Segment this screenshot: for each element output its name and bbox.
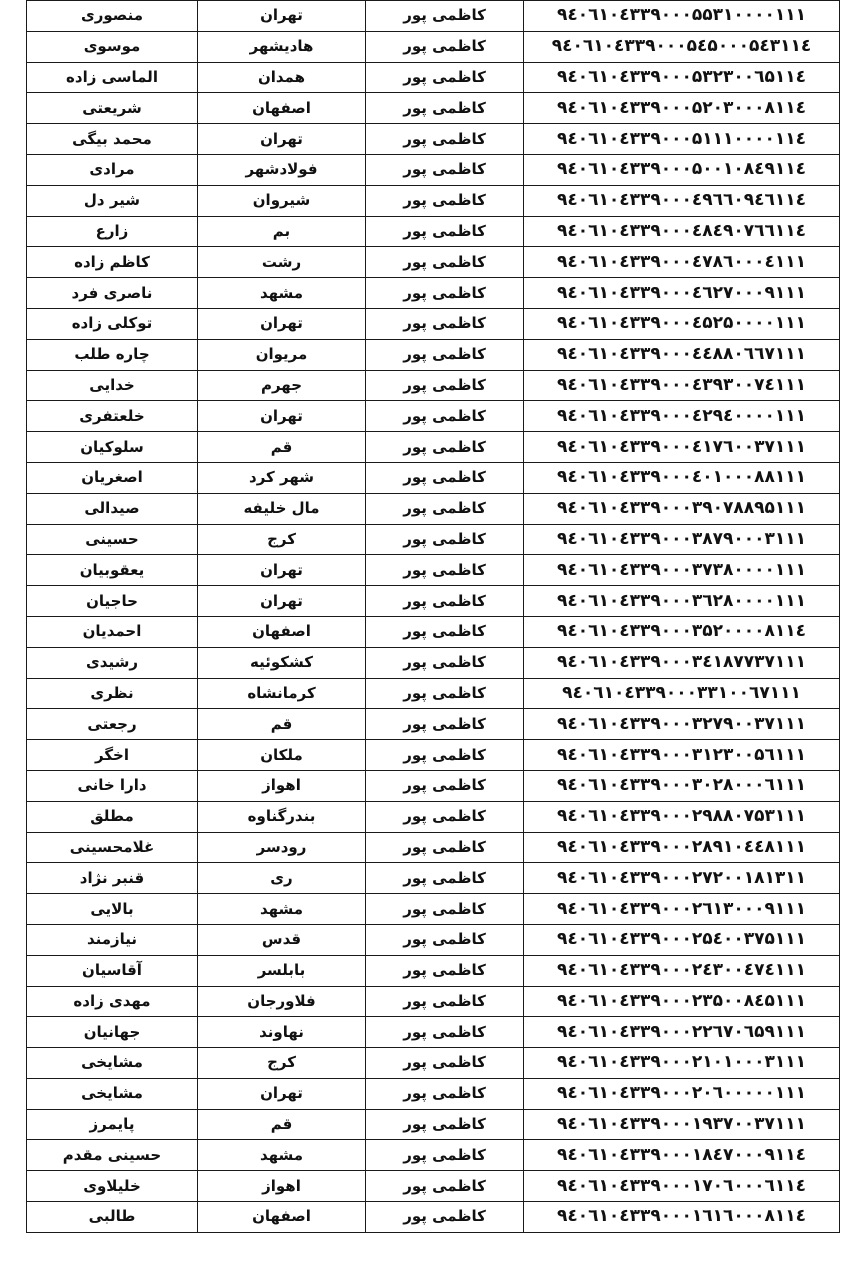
table-row xyxy=(27,185,840,216)
code-cell: ۹٤۰٦۱۰٤۳۳۹۰۰۰۲۹۸۸۰۷۵۳۱۱۱ xyxy=(524,801,840,832)
city-cell: کرمانشاه xyxy=(198,678,366,709)
city-cell: تهران xyxy=(198,308,366,339)
last-name-cell: حسینی مقدم xyxy=(27,1140,198,1171)
city-cell: تهران xyxy=(198,401,366,432)
code-cell: ۹٤۰٦۱۰٤۳۳۹۰۰۰۳۹۰۷۸۸۹۵۱۱۱ xyxy=(524,493,840,524)
table-row xyxy=(27,1017,840,1048)
table-row xyxy=(27,278,840,309)
table-row xyxy=(27,555,840,586)
last-name-cell: شریعتی xyxy=(27,93,198,124)
city-cell: بم xyxy=(198,216,366,247)
table-row xyxy=(27,586,840,617)
last-name-cell: یعقوبیان xyxy=(27,555,198,586)
representative-cell: کاظمی پور xyxy=(366,986,524,1017)
representative-cell: کاظمی پور xyxy=(366,740,524,771)
representative-cell: کاظمی پور xyxy=(366,462,524,493)
last-name-cell: جهانیان xyxy=(27,1017,198,1048)
last-name-cell: توکلی زاده xyxy=(27,308,198,339)
code-cell: ۹٤۰٦۱۰٤۳۳۹۰۰۰۵٤۵۰۰۰۵٤۳۱۱٤ xyxy=(524,31,840,62)
code-cell: ۹٤۰٦۱۰٤۳۳۹۰۰۰۵۵۳۱۰۰۰۰۱۱۱ xyxy=(524,1,840,32)
representative-cell: کاظمی پور xyxy=(366,493,524,524)
table-row xyxy=(27,1078,840,1109)
code-cell: ۹٤۰٦۱۰٤۳۳۹۰۰۰٤۵۲۵۰۰۰۰۱۱۱ xyxy=(524,308,840,339)
representative-cell: کاظمی پور xyxy=(366,832,524,863)
table-row xyxy=(27,124,840,155)
city-cell: اصفهان xyxy=(198,616,366,647)
records-table xyxy=(26,0,840,1233)
table-row xyxy=(27,401,840,432)
last-name-cell: خلیلاوی xyxy=(27,1171,198,1202)
code-cell: ۹٤۰٦۱۰٤۳۳۹۰۰۰۳۲۷۹۰۰۳۷۱۱۱ xyxy=(524,709,840,740)
city-cell: قم xyxy=(198,432,366,463)
representative-cell: کاظمی پور xyxy=(366,1140,524,1171)
last-name-cell: محمد بیگی xyxy=(27,124,198,155)
code-cell: ۹٤۰٦۱۰٤۳۳۹۰۰۰۱۷۰٦۰۰۰٦۱۱٤ xyxy=(524,1171,840,1202)
city-cell: رشت xyxy=(198,247,366,278)
code-cell: ۹٤۰٦۱۰٤۳۳۹۰۰۰۳۳۱۰۰٦۷۱۱۱ xyxy=(524,678,840,709)
table-row xyxy=(27,616,840,647)
city-cell: مشهد xyxy=(198,1140,366,1171)
city-cell: قم xyxy=(198,1109,366,1140)
table-row xyxy=(27,863,840,894)
table-row xyxy=(27,154,840,185)
table-row xyxy=(27,493,840,524)
table-row xyxy=(27,1048,840,1079)
code-cell: ۹٤۰٦۱۰٤۳۳۹۰۰۰۳٦۲۸۰۰۰۰۱۱۱ xyxy=(524,586,840,617)
representative-cell: کاظمی پور xyxy=(366,524,524,555)
last-name-cell: احمدیان xyxy=(27,616,198,647)
last-name-cell: چاره طلب xyxy=(27,339,198,370)
last-name-cell: نظری xyxy=(27,678,198,709)
table-row xyxy=(27,986,840,1017)
representative-cell: کاظمی پور xyxy=(366,124,524,155)
last-name-cell: دارا خانی xyxy=(27,770,198,801)
last-name-cell: رجعتی xyxy=(27,709,198,740)
representative-cell: کاظمی پور xyxy=(366,709,524,740)
table-row xyxy=(27,216,840,247)
last-name-cell: منصوری xyxy=(27,1,198,32)
code-cell: ۹٤۰٦۱۰٤۳۳۹۰۰۰٤۳۹۳۰۰۷٤۱۱۱ xyxy=(524,370,840,401)
table-row xyxy=(27,894,840,925)
representative-cell: کاظمی پور xyxy=(366,62,524,93)
representative-cell: کاظمی پور xyxy=(366,955,524,986)
representative-cell: کاظمی پور xyxy=(366,647,524,678)
table-row xyxy=(27,1109,840,1140)
code-cell: ۹٤۰٦۱۰٤۳۳۹۰۰۰۳۷۳۸۰۰۰۰۱۱۱ xyxy=(524,555,840,586)
city-cell: ری xyxy=(198,863,366,894)
last-name-cell: مهدی زاده xyxy=(27,986,198,1017)
code-cell: ۹٤۰٦۱۰٤۳۳۹۰۰۰۱۹۳۷۰۰۳۷۱۱۱ xyxy=(524,1109,840,1140)
city-cell: مریوان xyxy=(198,339,366,370)
code-cell: ۹٤۰٦۱۰٤۳۳۹۰۰۰۲۱۰۱۰۰۰۳۱۱۱ xyxy=(524,1048,840,1079)
city-cell: هادیشهر xyxy=(198,31,366,62)
representative-cell: کاظمی پور xyxy=(366,1109,524,1140)
table-row xyxy=(27,647,840,678)
city-cell: فلاورجان xyxy=(198,986,366,1017)
code-cell: ۹٤۰٦۱۰٤۳۳۹۰۰۰۲٤۳۰۰٤۷٤۱۱۱ xyxy=(524,955,840,986)
representative-cell: کاظمی پور xyxy=(366,185,524,216)
code-cell: ۹٤۰٦۱۰٤۳۳۹۰۰۰٤۲۹٤۰۰۰۰۱۱۱ xyxy=(524,401,840,432)
representative-cell: کاظمی پور xyxy=(366,247,524,278)
code-cell: ۹٤۰٦۱۰٤۳۳۹۰۰۰۳۵۲۰۰۰۰۸۱۱٤ xyxy=(524,616,840,647)
city-cell: ملکان xyxy=(198,740,366,771)
city-cell: شیروان xyxy=(198,185,366,216)
code-cell: ۹٤۰٦۱۰٤۳۳۹۰۰۰٤۷۸٦۰۰۰٤۱۱۱ xyxy=(524,247,840,278)
table-row xyxy=(27,247,840,278)
city-cell: کشکوئیه xyxy=(198,647,366,678)
representative-cell: کاظمی پور xyxy=(366,93,524,124)
table-row xyxy=(27,308,840,339)
document-sheet xyxy=(26,0,839,1270)
code-cell: ۹٤۰٦۱۰٤۳۳۹۰۰۰۲٦۱۳۰۰۰۹۱۱۱ xyxy=(524,894,840,925)
city-cell: تهران xyxy=(198,555,366,586)
city-cell: بابلسر xyxy=(198,955,366,986)
last-name-cell: آقاسیان xyxy=(27,955,198,986)
last-name-cell: اصغریان xyxy=(27,462,198,493)
last-name-cell: نیازمند xyxy=(27,924,198,955)
representative-cell: کاظمی پور xyxy=(366,308,524,339)
code-cell: ۹٤۰٦۱۰٤۳۳۹۰۰۰۳٤۱۸۷۷۳۷۱۱۱ xyxy=(524,647,840,678)
city-cell: فولادشهر xyxy=(198,154,366,185)
code-cell: ۹٤۰٦۱۰٤۳۳۹۰۰۰۳۰۲۸۰۰۰٦۱۱۱ xyxy=(524,770,840,801)
last-name-cell: خدایی xyxy=(27,370,198,401)
representative-cell: کاظمی پور xyxy=(366,801,524,832)
representative-cell: کاظمی پور xyxy=(366,555,524,586)
table-row xyxy=(27,770,840,801)
table-row xyxy=(27,678,840,709)
code-cell: ۹٤۰٦۱۰٤۳۳۹۰۰۰۱٦۱٦۰۰۰۸۱۱٤ xyxy=(524,1202,840,1233)
code-cell: ۹٤۰٦۱۰٤۳۳۹۰۰۰۲۷۲۰۰۱۸۱۳۱۱ xyxy=(524,863,840,894)
last-name-cell: بالایی xyxy=(27,894,198,925)
representative-cell: کاظمی پور xyxy=(366,1078,524,1109)
table-row xyxy=(27,93,840,124)
city-cell: کرج xyxy=(198,1048,366,1079)
representative-cell: کاظمی پور xyxy=(366,401,524,432)
city-cell: بندرگناوه xyxy=(198,801,366,832)
representative-cell: کاظمی پور xyxy=(366,370,524,401)
code-cell: ۹٤۰٦۱۰٤۳۳۹۰۰۰٤۰۱۰۰۰۸۸۱۱۱ xyxy=(524,462,840,493)
last-name-cell: طالبی xyxy=(27,1202,198,1233)
table-row xyxy=(27,370,840,401)
last-name-cell: مرادی xyxy=(27,154,198,185)
code-cell: ۹٤۰٦۱۰٤۳۳۹۰۰۰٤٤۸۸۰٦٦۷۱۱۱ xyxy=(524,339,840,370)
last-name-cell: مشایخی xyxy=(27,1078,198,1109)
city-cell: تهران xyxy=(198,1,366,32)
representative-cell: کاظمی پور xyxy=(366,924,524,955)
representative-cell: کاظمی پور xyxy=(366,339,524,370)
representative-cell: کاظمی پور xyxy=(366,586,524,617)
representative-cell: کاظمی پور xyxy=(366,216,524,247)
representative-cell: کاظمی پور xyxy=(366,616,524,647)
city-cell: قدس xyxy=(198,924,366,955)
code-cell: ۹٤۰٦۱۰٤۳۳۹۰۰۰۵۰۰۱۰۸٤۹۱۱٤ xyxy=(524,154,840,185)
city-cell: اصفهان xyxy=(198,1202,366,1233)
city-cell: مشهد xyxy=(198,278,366,309)
last-name-cell: خلعتفری xyxy=(27,401,198,432)
representative-cell: کاظمی پور xyxy=(366,31,524,62)
last-name-cell: صیدالی xyxy=(27,493,198,524)
last-name-cell: غلامحسینی xyxy=(27,832,198,863)
table-row xyxy=(27,740,840,771)
last-name-cell: حسینی xyxy=(27,524,198,555)
last-name-cell: موسوی xyxy=(27,31,198,62)
representative-cell: کاظمی پور xyxy=(366,154,524,185)
last-name-cell: مطلق xyxy=(27,801,198,832)
last-name-cell: رشیدی xyxy=(27,647,198,678)
representative-cell: کاظمی پور xyxy=(366,894,524,925)
last-name-cell: الماسی زاده xyxy=(27,62,198,93)
city-cell: رودسر xyxy=(198,832,366,863)
code-cell: ۹٤۰٦۱۰٤۳۳۹۰۰۰۲۲٦۷۰٦۵۹۱۱۱ xyxy=(524,1017,840,1048)
table-row xyxy=(27,1140,840,1171)
representative-cell: کاظمی پور xyxy=(366,863,524,894)
city-cell: مال خلیفه xyxy=(198,493,366,524)
last-name-cell: زارع xyxy=(27,216,198,247)
code-cell: ۹٤۰٦۱۰٤۳۳۹۰۰۰۵۳۲۳۰۰٦۵۱۱٤ xyxy=(524,62,840,93)
representative-cell: کاظمی پور xyxy=(366,278,524,309)
code-cell: ۹٤۰٦۱۰٤۳۳۹۰۰۰۳۱۲۳۰۰۵٦۱۱۱ xyxy=(524,740,840,771)
table-row xyxy=(27,1202,840,1233)
code-cell: ۹٤۰٦۱۰٤۳۳۹۰۰۰۲۵٤۰۰۳۷۵۱۱۱ xyxy=(524,924,840,955)
city-cell: اهواز xyxy=(198,1171,366,1202)
last-name-cell: شیر دل xyxy=(27,185,198,216)
city-cell: تهران xyxy=(198,124,366,155)
representative-cell: کاظمی پور xyxy=(366,1017,524,1048)
code-cell: ۹٤۰٦۱۰٤۳۳۹۰۰۰۲۰٦۰۰۰۰۰۱۱۱ xyxy=(524,1078,840,1109)
city-cell: مشهد xyxy=(198,894,366,925)
representative-cell: کاظمی پور xyxy=(366,1,524,32)
city-cell: شهر کرد xyxy=(198,462,366,493)
table-row xyxy=(27,524,840,555)
records-table-body xyxy=(27,1,840,1233)
code-cell: ۹٤۰٦۱۰٤۳۳۹۰۰۰٤۹٦٦۰۹٤٦۱۱٤ xyxy=(524,185,840,216)
last-name-cell: سلوکیان xyxy=(27,432,198,463)
city-cell: همدان xyxy=(198,62,366,93)
code-cell: ۹٤۰٦۱۰٤۳۳۹۰۰۰۱۸٤۷۰۰۰۹۱۱٤ xyxy=(524,1140,840,1171)
code-cell: ۹٤۰٦۱۰٤۳۳۹۰۰۰۵۱۱۱۰۰۰۰۱۱٤ xyxy=(524,124,840,155)
representative-cell: کاظمی پور xyxy=(366,432,524,463)
last-name-cell: مشایخی xyxy=(27,1048,198,1079)
representative-cell: کاظمی پور xyxy=(366,678,524,709)
last-name-cell: پایمرز xyxy=(27,1109,198,1140)
city-cell: کرج xyxy=(198,524,366,555)
table-row xyxy=(27,31,840,62)
representative-cell: کاظمی پور xyxy=(366,770,524,801)
city-cell: قم xyxy=(198,709,366,740)
code-cell: ۹٤۰٦۱۰٤۳۳۹۰۰۰۵۲۰۳۰۰۰۸۱۱٤ xyxy=(524,93,840,124)
representative-cell: کاظمی پور xyxy=(366,1202,524,1233)
city-cell: اهواز xyxy=(198,770,366,801)
table-row xyxy=(27,62,840,93)
code-cell: ۹٤۰٦۱۰٤۳۳۹۰۰۰٤٦۲۷۰۰۰۹۱۱۱ xyxy=(524,278,840,309)
city-cell: اصفهان xyxy=(198,93,366,124)
code-cell: ۹٤۰٦۱۰٤۳۳۹۰۰۰٤۸٤۹۰۷٦٦۱۱٤ xyxy=(524,216,840,247)
code-cell: ۹٤۰٦۱۰٤۳۳۹۰۰۰۲۳۵۰۰۸٤۵۱۱۱ xyxy=(524,986,840,1017)
table-row xyxy=(27,1,840,32)
city-cell: تهران xyxy=(198,1078,366,1109)
city-cell: تهران xyxy=(198,586,366,617)
table-row xyxy=(27,432,840,463)
last-name-cell: ناصری فرد xyxy=(27,278,198,309)
representative-cell: کاظمی پور xyxy=(366,1171,524,1202)
table-row xyxy=(27,924,840,955)
code-cell: ۹٤۰٦۱۰٤۳۳۹۰۰۰٤۱۷٦۰۰۳۷۱۱۱ xyxy=(524,432,840,463)
city-cell: جهرم xyxy=(198,370,366,401)
last-name-cell: قنبر نژاد xyxy=(27,863,198,894)
table-row xyxy=(27,462,840,493)
table-row xyxy=(27,801,840,832)
last-name-cell: کاظم زاده xyxy=(27,247,198,278)
code-cell: ۹٤۰٦۱۰٤۳۳۹۰۰۰۲۸۹۱۰٤٤۸۱۱۱ xyxy=(524,832,840,863)
representative-cell: کاظمی پور xyxy=(366,1048,524,1079)
table-row xyxy=(27,955,840,986)
table-row xyxy=(27,709,840,740)
last-name-cell: اخگر xyxy=(27,740,198,771)
city-cell: نهاوند xyxy=(198,1017,366,1048)
last-name-cell: حاجیان xyxy=(27,586,198,617)
table-row xyxy=(27,339,840,370)
table-row xyxy=(27,1171,840,1202)
code-cell: ۹٤۰٦۱۰٤۳۳۹۰۰۰۳۸۷۹۰۰۰۳۱۱۱ xyxy=(524,524,840,555)
table-row xyxy=(27,832,840,863)
